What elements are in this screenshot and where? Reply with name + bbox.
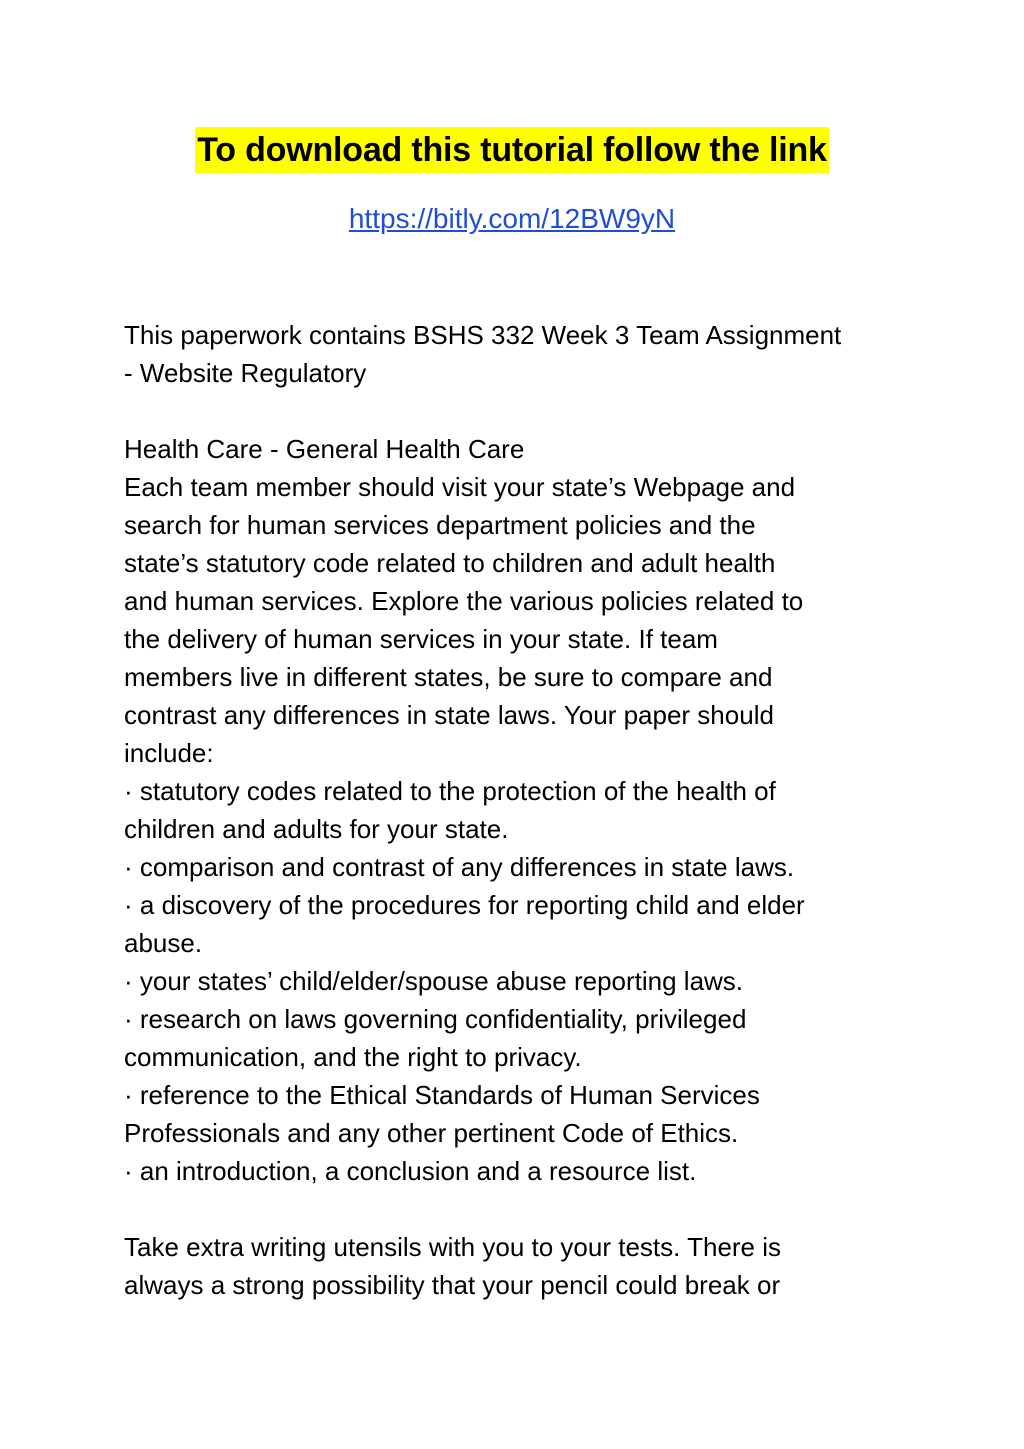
paragraph-gap [124, 1190, 904, 1228]
bullet-line: Professionals and any other pertinent Code of Ethics. [124, 1118, 739, 1148]
header [0, 127, 1024, 173]
section-heading: Health Care - General Health Care [124, 434, 525, 464]
document-body [124, 316, 904, 1304]
bullet-line: abuse. [124, 928, 203, 958]
paragraph-line: contrast any differences in state laws. Your paper should [124, 700, 774, 730]
bullet-line: children and adults for your state. [124, 814, 509, 844]
paragraph-gap [124, 392, 904, 430]
bullet-line: · research on laws governing confidentiality, privileged [124, 1004, 747, 1034]
bullet-line: · statutory codes related to the protection of the health of [124, 776, 776, 806]
link-row [0, 200, 1024, 238]
bullet-line: · your states’ child/elder/spouse abuse reporting laws. [124, 966, 744, 996]
closing-line: Take extra writing utensils with you to your tests. There is [124, 1232, 782, 1262]
intro-line: - Website Regulatory [124, 358, 367, 388]
paragraph-line: include: [124, 738, 214, 768]
paragraph-line: Each team member should visit your state’s Webpage and [124, 472, 796, 502]
bullet-line: communication, and the right to privacy. [124, 1042, 582, 1072]
bullet-line: · comparison and contrast of any differences in state laws. [124, 852, 795, 882]
bullet-line: · a discovery of the procedures for reporting child and elder [124, 890, 805, 920]
paragraph-line: the delivery of human services in your state. If team [124, 624, 718, 654]
paragraph-line: and human services. Explore the various policies related to [124, 586, 804, 616]
tutorial-link[interactable]: https://bitly.com/12BW9yN [348, 203, 676, 234]
closing-line: always a strong possibility that your pencil could break or [124, 1270, 781, 1300]
paragraph-line: state’s statutory code related to children and adult health [124, 548, 776, 578]
download-title: To download this tutorial follow the link [195, 127, 829, 173]
intro-line: This paperwork contains BSHS 332 Week 3 Team Assignment [124, 320, 842, 350]
paragraph-line: search for human services department policies and the [124, 510, 756, 540]
bullet-line: · reference to the Ethical Standards of Human Services [124, 1080, 760, 1110]
paragraph-line: members live in different states, be sure to compare and [124, 662, 773, 692]
bullet-line: · an introduction, a conclusion and a resource list. [124, 1156, 697, 1186]
